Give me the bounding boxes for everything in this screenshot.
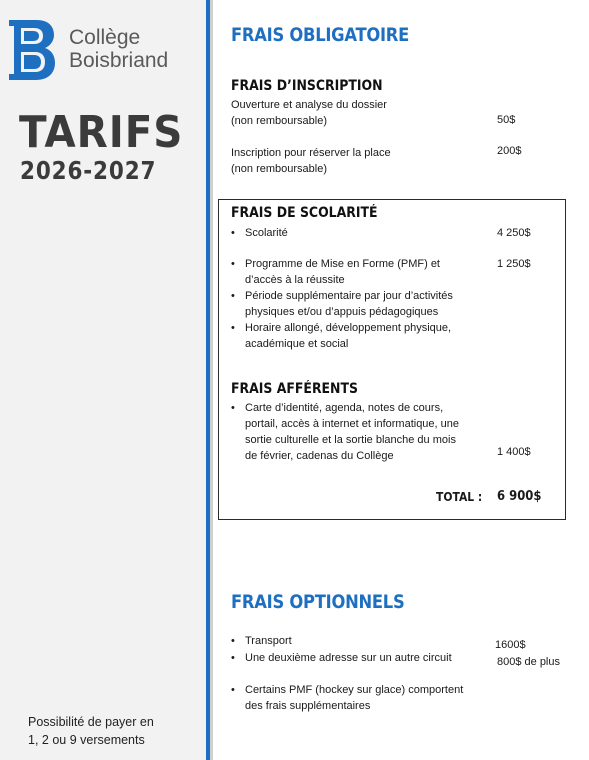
logo-line-2: Boisbriand	[69, 49, 169, 72]
total-label: TOTAL :	[436, 489, 483, 504]
logo-line-1: Collège	[69, 26, 141, 49]
bullet-icon: •	[231, 290, 235, 302]
optional-item-1-line-1: Transport	[245, 635, 292, 647]
bullet-icon: •	[231, 635, 235, 647]
inscription-item-1-line-2: (non remboursable)	[231, 115, 327, 127]
inscription-item-2-price: 200$	[497, 145, 522, 157]
scolarite-item-2-price: 1 250$	[497, 258, 531, 270]
mandatory-section-title: FRAIS OBLIGATOIRE	[231, 24, 410, 46]
page-year: 2026-2027	[20, 156, 157, 185]
scolarite-item-4-line-2: académique et social	[245, 338, 349, 350]
bullet-icon: •	[231, 227, 235, 239]
bullet-icon: •	[231, 258, 235, 270]
optional-section-title: FRAIS OPTIONNELS	[231, 591, 405, 613]
payment-note-line-1: Possibilité de payer en	[28, 715, 154, 729]
optional-item-3-line-2: des frais supplémentaires	[245, 700, 371, 712]
bullet-icon: •	[231, 322, 235, 334]
inscription-title: FRAIS D’INSCRIPTION	[231, 78, 383, 94]
scolarite-item-4-line-1: Horaire allongé, développement physique,	[245, 322, 452, 334]
total-value: 6 900$	[497, 488, 542, 504]
scolarite-item-2-line-2: d’accès à la réussite	[245, 274, 345, 286]
b-logo-icon	[9, 20, 55, 80]
afferents-item-1-line-1: Carte d’identité, agenda, notes de cours,	[245, 402, 444, 414]
logo-wordmark	[69, 26, 168, 72]
vertical-divider-shadow	[210, 0, 213, 760]
optional-item-3-line-1: Certains PMF (hockey sur glace) comportent	[245, 684, 464, 696]
page-title: TARIFS	[19, 107, 184, 158]
optional-item-1-price: 1600$	[495, 639, 526, 651]
bullet-icon: •	[231, 402, 235, 414]
afferents-item-1-line-3: sortie culturelle et la sortie blanche du mois	[245, 434, 456, 446]
bullet-icon: •	[231, 684, 235, 696]
college-logo	[9, 20, 191, 82]
scolarite-item-1-price: 4 250$	[497, 227, 531, 239]
bullet-icon: •	[231, 652, 235, 664]
scolarite-item-3-line-2: physiques et/ou d’appuis pédagogiques	[245, 306, 439, 318]
payment-note	[28, 713, 198, 749]
afferents-title: FRAIS AFFÉRENTS	[231, 381, 358, 397]
scolarite-title: FRAIS DE SCOLARITÉ	[231, 205, 378, 221]
afferents-item-1-line-2: portail, accès à internet et informatique, une	[245, 418, 460, 430]
afferents-item-1-line-4: de février, cadenas du Collège	[245, 450, 394, 462]
scolarite-item-1-line-1: Scolarité	[245, 227, 288, 239]
afferents-item-1-price: 1 400$	[497, 446, 531, 458]
optional-item-2-line-1: Une deuxième adresse sur un autre circuit	[245, 652, 452, 664]
scolarite-item-2-line-1: Programme de Mise en Forme (PMF) et	[245, 258, 440, 270]
inscription-item-2-line-2: (non remboursable)	[231, 163, 327, 175]
scolarite-item-3-line-1: Période supplémentaire par jour d’activités	[245, 290, 453, 302]
optional-item-2-price: 800$ de plus	[497, 656, 560, 668]
inscription-item-1-line-1: Ouverture et analyse du dossier	[231, 99, 387, 111]
payment-note-line-2: 1, 2 ou 9 versements	[28, 733, 145, 747]
scolarite-box	[218, 199, 566, 520]
inscription-item-1-price: 50$	[497, 114, 516, 126]
inscription-item-2-line-1: Inscription pour réserver la place	[231, 147, 391, 159]
